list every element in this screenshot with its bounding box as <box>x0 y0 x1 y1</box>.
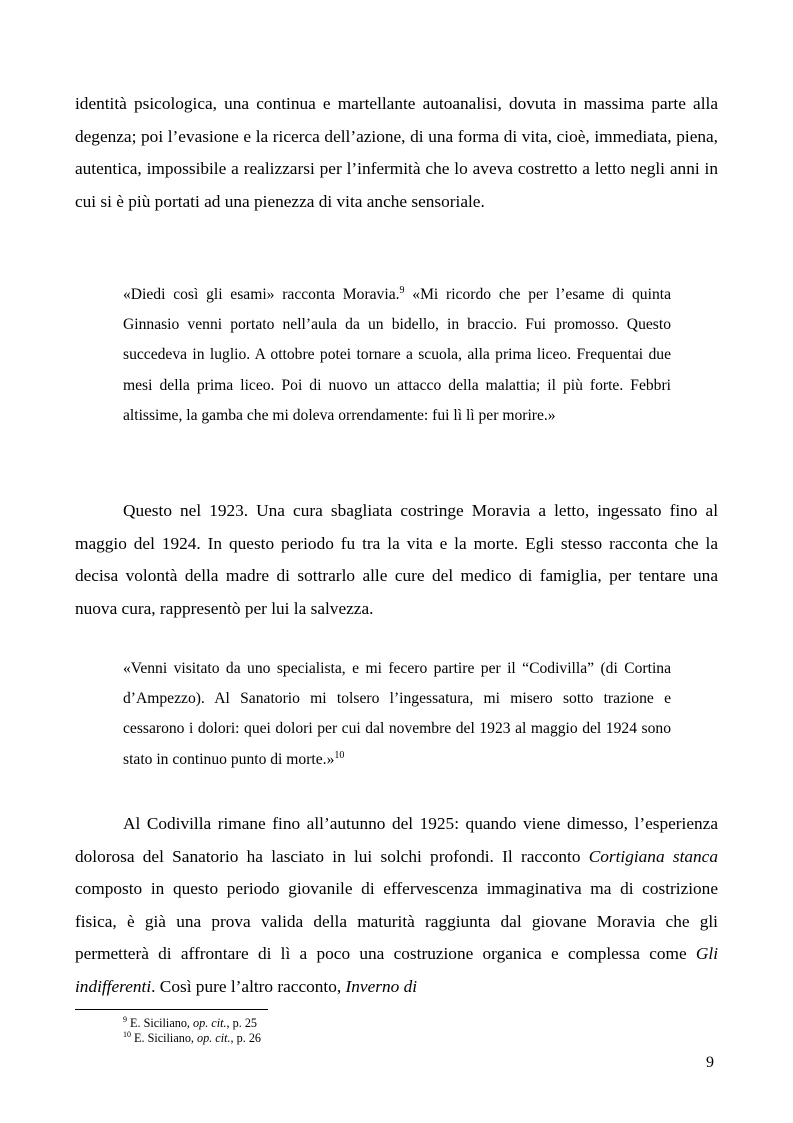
footnote-divider <box>75 1009 268 1010</box>
footnote-10 <box>123 1031 261 1046</box>
footnote-10-page: p. 26 <box>233 1030 261 1045</box>
block-quote-1 <box>123 280 671 431</box>
footnote-9 <box>123 1016 261 1031</box>
paragraph-1 <box>75 88 718 218</box>
paragraph-3-text-c: . Così pure l’altro racconto, <box>151 976 346 996</box>
footnote-ref-9[interactable]: 9 <box>399 284 405 296</box>
paragraph-2-text: Questo nel 1923. Una cura sbagliata costringe Moravia a letto, ingessato fino al maggio del 1924. In questo periodo fu tra la vita e la morte. Egli stesso racconta che la decisa volontà della madre di sottrarlo alle cure del medico di famiglia, per tentare una nuova cura, rappresentò per lui la salvezza. <box>75 501 718 618</box>
paragraph-3-text-b: composto in questo periodo giovanile di effervescenza immaginativa ma di costrizione fisica, è già una prova valida della maturità raggiunta dal giovane Moravia che gli permetterà di affrontare di lì a poco una costruzione organica e complessa come <box>75 879 718 964</box>
quote-2-text: «Venni visitato da uno specialista, e mi fecero partire per il “Codivilla” (di Cortina d’Ampezzo). Al Sanatorio mi tolsero l’ingessatura, mi misero sotto trazione e cessarono i dolori: quei dolori per cui dal novembre del 1923 al maggio del 1924 sono stato in continuo punto di morte.» <box>123 660 671 768</box>
footnote-9-italic: op. cit. <box>193 1016 227 1030</box>
title-inverno-di: Inverno di <box>345 976 418 996</box>
paragraph-3-text-a: Al Codivilla rimane fino all’autunno del 1925: quando viene dimesso, l’esperienza dolorosa del Sanatorio ha lasciato in lui solchi profondi. Il racconto <box>75 814 718 866</box>
page-number: 9 <box>706 1054 714 1071</box>
footnote-ref-10[interactable]: 10 <box>334 749 345 761</box>
footnote-9-text: E. Siciliano, <box>127 1016 194 1030</box>
paragraph-2 <box>75 495 718 625</box>
footnote-9-number: 9 <box>123 1014 127 1024</box>
footnote-10-italic: op. cit., <box>197 1030 234 1045</box>
block-quote-2 <box>123 654 671 775</box>
quote-1-text-b: «Mi ricordo che per l’esame di quinta Ginnasio venni portato nell’aula da un bidello, in braccio. Fui promosso. Questo succedeva in luglio. A ottobre potei tornare a scuola, alla prima liceo. Frequentai due mesi della prima liceo. Poi di nuovo un attacco della malattia; il più forte. Febbri altissime, la gamba che mi doleva orrendamente: fui lì lì per morire.» <box>123 286 671 424</box>
footnote-9-page: , p. 25 <box>226 1016 257 1030</box>
paragraph-3 <box>75 808 718 1004</box>
quote-1-text-a: «Diedi così gli esami» racconta Moravia. <box>123 286 400 303</box>
title-cortigiana-stanca: Cortigiana stanca <box>588 846 718 866</box>
footnotes <box>123 1016 261 1045</box>
footnote-10-text: E. Siciliano, <box>131 1030 198 1045</box>
paragraph-1-text: identità psicologica, una continua e martellante autoanalisi, dovuta in massima parte alla degenza; poi l’evasione e la ricerca dell’azione, di una forma di vita, cioè, immediata, piena, autentica, impossibile a realizzarsi per l’infermità che lo aveva costretto a letto negli anni in cui si è più portati ad una pienezza di vita anche sensoriale. <box>75 94 718 211</box>
footnote-10-number: 10 <box>123 1029 131 1039</box>
title-gli-indifferenti: Gli indifferenti <box>75 944 718 996</box>
